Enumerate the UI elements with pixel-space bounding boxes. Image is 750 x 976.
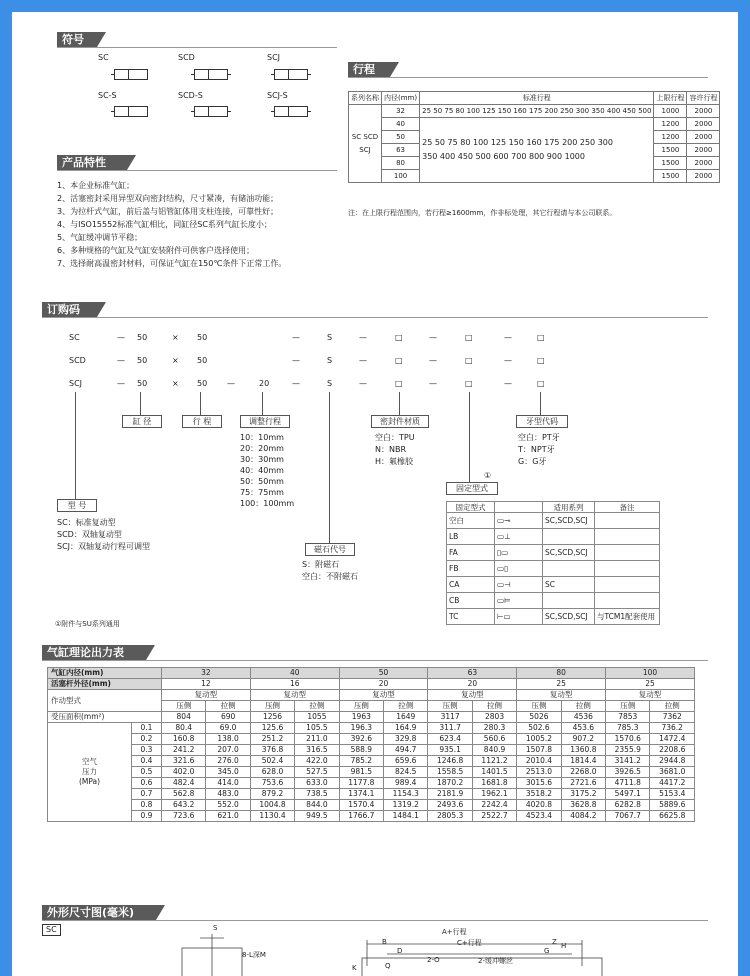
mount-cb-icon: ▭⊨ xyxy=(495,593,543,609)
adjust-stroke-options: 10：10mm 20：20mm 30：30mm 40：40mm 50：50mm 75：75mm 100：100mm xyxy=(240,433,295,508)
output-row xyxy=(48,745,695,756)
force-value: 502.4 xyxy=(250,756,294,767)
force-value: 329.8 xyxy=(384,734,428,745)
pressure-label: 空气 压力 (MPa) xyxy=(48,723,132,822)
output-row xyxy=(48,811,695,822)
force-value: 560.6 xyxy=(472,734,516,745)
pressure-value: 0.7 xyxy=(132,789,162,800)
force-value: 5497.1 xyxy=(606,789,650,800)
mount-lb-icon: ▭⊥ xyxy=(495,529,543,545)
force-value: 1246.8 xyxy=(428,756,472,767)
force-value: 2805.3 xyxy=(428,811,472,822)
force-value: 1570.6 xyxy=(606,734,650,745)
output-table: 气缸内径(mm) 32 40 50 63 80 100 活塞杆外径(mm) 12 16 20 20 25 25 作动型式 复动型 复动型 复动型 复动型 复动型 复动型 压侧 拉侧 压侧 拉侧 压侧 拉侧 压侧 拉侧 压侧 拉侧 压侧 拉侧 受压面积(mm²) 804 690 1256 1055 1963 1649 3117 2803 5026 4536 7853 7362 空气 压力 (MPa) 0.1 80.4 69.0 125.6 105.5 196.3 164.9 311.7 280.3 502.6 453.6 785.3 736.2 0.2 160.8 138.0 251.2 211.0 392.6 329.8 623.4 560.6 1005.2 907.2 1570.6 1472.4 0.3 241.2 207.0 376.8 316.5 588.9 494.7 935.1 840.9 1507.8 1360.8 2355.9 2208.6 0.4 321.6 276.0 502.4 422.0 785.2 659.6 1246.8 1121.2 2010.4 1814.4 3141.2 2944.8 0.5 402.0 345.0 628.0 527.5 981.5 824.5 1558.5 1401.5 2513.0 2268.0 3926.5 3681.0 0.6 482.4 414.0 753.6 633.0 1177.8 989.4 1870.2 1681.8 3015.6 2721.6 4711.8 4417.2 0.7 562.8 483.0 879.2 738.5 1374.1 1154.3 2181.9 1962.1 3518.2 3175.2 5497.1 5153.4 0.8 643.2 552.0 1004.8 844.0 1570.4 1319.2 2493.6 2242.4 4020.8 3628.8 6282.8 5889.6 0.9 723.6 621.0 1130.4 949.5 1766.7 1484.1 2805.3 2522.7 4523.4 4084.2 7067.7 6625.8 xyxy=(47,667,695,822)
pressure-value: 0.1 xyxy=(132,723,162,734)
force-value: 907.2 xyxy=(561,734,605,745)
pressure-value: 0.4 xyxy=(132,756,162,767)
force-value: 321.6 xyxy=(162,756,206,767)
symbol-label-scj: SCJ xyxy=(267,53,281,62)
cylinder-symbol-icon xyxy=(194,69,228,80)
model-options: SC：标准复动型 SCD：双轴复动型 SCJ：双轴复动行程可调型 xyxy=(57,518,151,551)
stroke-table: 系列名称 内径(mm) 标准行程 上限行程 容许行程 SC SCD SCJ 32 25 50 75 80 100 125 150 160 175 200 250 300 350 400 450 500 1000 2000 40 25 50 75 80 100 125 150 160 175 200 250 300 350 400 450 500 600 700 800 900 1000 1200 2000 50 1200 2000 63 1500 2000 80 1500 2000 100 1500 2000 xyxy=(348,91,720,183)
force-value: 588.9 xyxy=(339,745,383,756)
force-value: 211.0 xyxy=(295,734,339,745)
force-value: 483.0 xyxy=(206,789,250,800)
section-header-order-code: 订购码 xyxy=(42,302,97,317)
force-value: 276.0 xyxy=(206,756,250,767)
force-value: 2010.4 xyxy=(517,756,561,767)
force-value: 402.0 xyxy=(162,767,206,778)
force-value: 659.6 xyxy=(384,756,428,767)
pressure-value: 0.5 xyxy=(132,767,162,778)
mount-basic-icon: ▭⊸ xyxy=(495,513,543,529)
label-bore: 缸 径 xyxy=(122,415,162,428)
force-value: 207.0 xyxy=(206,745,250,756)
force-value: 4020.8 xyxy=(517,800,561,811)
force-value: 1472.4 xyxy=(650,734,695,745)
force-value: 241.2 xyxy=(162,745,206,756)
output-row xyxy=(48,778,695,789)
force-value: 643.2 xyxy=(162,800,206,811)
section-header-dimensions: 外形尺寸图(毫米) xyxy=(42,905,156,920)
thread-options: 空白：PT牙 T：NPT牙 G：G牙 xyxy=(518,433,560,466)
force-value: 1360.8 xyxy=(561,745,605,756)
label-magnet-code: 磁石代号 xyxy=(305,543,355,556)
mount-fb-icon: ▭▯ xyxy=(495,561,543,577)
force-value: 1319.2 xyxy=(384,800,428,811)
force-value: 5889.6 xyxy=(650,800,695,811)
cylinder-symbol-icon xyxy=(194,106,228,117)
force-value: 981.5 xyxy=(339,767,383,778)
force-value: 414.0 xyxy=(206,778,250,789)
force-value: 345.0 xyxy=(206,767,250,778)
force-value: 844.0 xyxy=(295,800,339,811)
force-value: 738.5 xyxy=(295,789,339,800)
force-value: 6282.8 xyxy=(606,800,650,811)
output-row xyxy=(48,800,695,811)
section-header-features: 产品特性 xyxy=(57,155,127,170)
mount-fa-icon: ▯▭ xyxy=(495,545,543,561)
cylinder-symbol-icon xyxy=(114,69,148,80)
force-value: 2944.8 xyxy=(650,756,695,767)
order-footnote: ①附件与SU系列通用 xyxy=(55,620,120,628)
force-value: 453.6 xyxy=(561,723,605,734)
force-value: 3926.5 xyxy=(606,767,650,778)
force-value: 2242.4 xyxy=(472,800,516,811)
force-value: 723.6 xyxy=(162,811,206,822)
force-value: 1177.8 xyxy=(339,778,383,789)
output-row xyxy=(48,723,695,734)
force-value: 621.0 xyxy=(206,811,250,822)
force-value: 125.6 xyxy=(250,723,294,734)
force-value: 1005.2 xyxy=(517,734,561,745)
force-value: 4084.2 xyxy=(561,811,605,822)
label-seal-material: 密封件材质 xyxy=(371,415,429,428)
force-value: 2721.6 xyxy=(561,778,605,789)
force-value: 1507.8 xyxy=(517,745,561,756)
label-thread-code: 牙型代码 xyxy=(516,415,568,428)
force-value: 562.8 xyxy=(162,789,206,800)
force-value: 989.4 xyxy=(384,778,428,789)
force-value: 949.5 xyxy=(295,811,339,822)
catalog-sheet: 符号 SC SCD SCJ SC-S SCD-S SCJ-S 产品特性 1、本企业标准气缸； 2、活塞密封采用异型双向密封结构，尺寸紧凑，有储油功能； 3、为拉杆式气缸，前后盖与铝管缸体用支柱连接，可靠性好； 4、与ISO15552标准气缸相比，同缸径SC系列气缸长度小； 5、气缸缓冲调节平稳； 6、多种规格的气缸及气缸安装附件可供客户选择使用； 7、选择耐高温密封材料，可保证气缸在150℃条件下正常工作。 行程 系列名称 内径(mm) 标准行程 上限行程 容许行程 SC SCD SCJ 32 25 50 75 80 100 125 150 160 175 200 250 300 350 400 450 500 1000 2000 40 25 50 75 80 100 125 150 160 175 200 250 300 350 400 450 500 600 700 800 900 1000 1200 2000 50 1200 2000 63 1500 2000 80 1500 2000 100 1500 2000 注：在上限行程范围内，若行程≥1600mm，作非标处理，其它行程请与本公司联系。 订购码 SC — 50 × 50 — S — □ — □ — □ SCD — 50 × 50 — S — □ — □ — □ SCJ — 50 × 50 — 20 — S — □ — □ — □ 缸 径 行 程 调整行程 10：10mm 20：20mm 30：30mm 40：40mm 50：50mm 75：75mm 100：100mm 密封件材质 空白：TPU N：NBR H：氟橡胶 牙型代码 空白：PT牙 T：NPT牙 G：G牙 型 号 SC：标准复动型 SCD：双轴复动型 SCJ：双轴复动行程可调型 磁石代号 S：附磁石 空白：不附磁石 ① 固定型式 固定型式 适用系列 备注 空白 ▭⊸ SC,SCD,SCJ LB ▭⊥ FA ▯▭ SC,SCD,SCJ FB ▭▯ CA ▭⊣ SC CB ▭⊨ TC ⊢▭ SC,SCD,SCJ 与TCM1配套使用 ①附件与SU系列通用 气缸理论出力表 气缸内径(mm) 32 40 50 63 80 100 活塞杆外径(mm) 12 16 20 20 25 25 作动型式 复动型 复动型 复动型 复动型 复动型 复动型 压侧 拉侧 压侧 拉侧 压侧 拉侧 压侧 拉侧 压侧 拉侧 压侧 拉侧 受压面积(mm²) 804 690 1256 1055 1963 1649 3117 2803 5026 4536 7853 7362 空气 压力 (MPa) 0.1 80.4 69.0 125.6 105.5 196.3 164.9 311.7 280.3 502.6 453.6 785.3 736.2 0.2 160.8 138.0 251.2 211.0 392.6 329.8 623.4 560.6 1005.2 907.2 1570.6 1472.4 0.3 241.2 207.0 376.8 316.5 588.9 494.7 935.1 840.9 1507.8 1360.8 2355.9 2208.6 0.4 321.6 276.0 502.4 422.0 785.2 659.6 1246.8 1121.2 2010.4 1814.4 3141.2 2944.8 0.5 402.0 345.0 628.0 527.5 981.5 824.5 1558.5 1401.5 2513.0 2268.0 3926.5 3681.0 0.6 482.4 414.0 753.6 633.0 1177.8 989.4 1870.2 1681.8 3015.6 2721.6 4711.8 4417.2 0.7 562.8 483.0 879.2 738.5 1374.1 1154.3 2181.9 1962.1 3518.2 3175.2 5497.1 5153.4 0.8 643.2 552.0 1004.8 844.0 1570.4 1319.2 2493.6 2242.4 4020.8 3628.8 6282.8 5889.6 0.9 723.6 621.0 1130.4 949.5 1766.7 1484.1 2805.3 2522.7 4523.4 4084.2 7067.7 6625.8 外形尺寸图(毫米) SC S 8-L深M A+行程 C+行程 B D Z H G 2-O 2-缓冲螺丝 Q K xyxy=(12,12,738,976)
force-value: 311.7 xyxy=(428,723,472,734)
force-value: 623.4 xyxy=(428,734,472,745)
cylinder-symbol-icon xyxy=(274,69,308,80)
force-value: 2522.7 xyxy=(472,811,516,822)
force-value: 3628.8 xyxy=(561,800,605,811)
force-value: 1870.2 xyxy=(428,778,472,789)
force-value: 1570.4 xyxy=(339,800,383,811)
force-value: 1814.4 xyxy=(561,756,605,767)
section-header-symbols: 符号 xyxy=(57,32,97,47)
force-value: 824.5 xyxy=(384,767,428,778)
section-header-stroke: 行程 xyxy=(348,62,390,77)
force-value: 3681.0 xyxy=(650,767,695,778)
force-value: 138.0 xyxy=(206,734,250,745)
force-value: 1558.5 xyxy=(428,767,472,778)
label-model: 型 号 xyxy=(57,499,97,512)
pressure-value: 0.8 xyxy=(132,800,162,811)
symbol-label-scd-s: SCD-S xyxy=(178,91,203,100)
section-header-output: 气缸理论出力表 xyxy=(42,645,146,660)
force-value: 1004.8 xyxy=(250,800,294,811)
force-value: 879.2 xyxy=(250,789,294,800)
force-value: 2493.6 xyxy=(428,800,472,811)
force-value: 935.1 xyxy=(428,745,472,756)
force-value: 196.3 xyxy=(339,723,383,734)
force-value: 5153.4 xyxy=(650,789,695,800)
mount-mark: ① xyxy=(484,471,492,480)
force-value: 251.2 xyxy=(250,734,294,745)
force-value: 1681.8 xyxy=(472,778,516,789)
force-value: 1484.1 xyxy=(384,811,428,822)
force-value: 1401.5 xyxy=(472,767,516,778)
force-value: 552.0 xyxy=(206,800,250,811)
features-list: 1、本企业标准气缸； 2、活塞密封采用异型双向密封结构，尺寸紧凑，有储油功能； 3、为拉杆式气缸，前后盖与铝管缸体用支柱连接，可靠性好； 4、与ISO15552标准气缸相比，同缸径SC系列气缸长度小； 5、气缸缓冲调节平稳； 6、多种规格的气缸及气缸安装附件可供客户选择使用； 7、选择耐高温密封材料，可保证气缸在150℃条件下正常工作。 xyxy=(57,181,287,268)
cylinder-symbol-icon xyxy=(274,106,308,117)
force-value: 3141.2 xyxy=(606,756,650,767)
force-value: 3518.2 xyxy=(517,789,561,800)
symbol-label-sc: SC xyxy=(98,53,109,62)
force-value: 633.0 xyxy=(295,778,339,789)
force-value: 164.9 xyxy=(384,723,428,734)
force-value: 753.6 xyxy=(250,778,294,789)
force-value: 7067.7 xyxy=(606,811,650,822)
force-value: 1130.4 xyxy=(250,811,294,822)
mount-tc-icon: ⊢▭ xyxy=(495,609,543,625)
label-stroke: 行 程 xyxy=(182,415,222,428)
force-value: 1962.1 xyxy=(472,789,516,800)
output-row xyxy=(48,767,695,778)
pressure-value: 0.2 xyxy=(132,734,162,745)
force-value: 80.4 xyxy=(162,723,206,734)
force-value: 527.5 xyxy=(295,767,339,778)
symbol-label-scj-s: SCJ-S xyxy=(267,91,288,100)
force-value: 785.3 xyxy=(606,723,650,734)
force-value: 628.0 xyxy=(250,767,294,778)
force-value: 316.5 xyxy=(295,745,339,756)
force-value: 392.6 xyxy=(339,734,383,745)
force-value: 160.8 xyxy=(162,734,206,745)
force-value: 482.4 xyxy=(162,778,206,789)
force-value: 2268.0 xyxy=(561,767,605,778)
force-value: 736.2 xyxy=(650,723,695,734)
force-value: 2355.9 xyxy=(606,745,650,756)
pressure-value: 0.9 xyxy=(132,811,162,822)
magnet-options: S：附磁石 空白：不附磁石 xyxy=(302,560,358,581)
force-value: 69.0 xyxy=(206,723,250,734)
force-value: 1154.3 xyxy=(384,789,428,800)
mount-ca-icon: ▭⊣ xyxy=(495,577,543,593)
force-value: 376.8 xyxy=(250,745,294,756)
force-value: 422.0 xyxy=(295,756,339,767)
force-value: 3175.2 xyxy=(561,789,605,800)
force-value: 4711.8 xyxy=(606,778,650,789)
output-row xyxy=(48,734,695,745)
force-value: 1374.1 xyxy=(339,789,383,800)
output-row xyxy=(48,756,695,767)
force-value: 2181.9 xyxy=(428,789,472,800)
force-value: 1121.2 xyxy=(472,756,516,767)
force-value: 280.3 xyxy=(472,723,516,734)
force-value: 1766.7 xyxy=(339,811,383,822)
force-value: 840.9 xyxy=(472,745,516,756)
pressure-value: 0.6 xyxy=(132,778,162,789)
label-adjust-stroke: 调整行程 xyxy=(240,415,290,428)
force-value: 785.2 xyxy=(339,756,383,767)
label-mount-type: 固定型式 xyxy=(446,482,498,495)
force-value: 2513.0 xyxy=(517,767,561,778)
force-value: 502.6 xyxy=(517,723,561,734)
symbol-label-scd: SCD xyxy=(178,53,195,62)
cylinder-symbol-icon xyxy=(114,106,148,117)
force-value: 3015.6 xyxy=(517,778,561,789)
force-value: 4523.4 xyxy=(517,811,561,822)
force-value: 2208.6 xyxy=(650,745,695,756)
seal-options: 空白：TPU N：NBR H：氟橡胶 xyxy=(375,433,415,466)
output-row xyxy=(48,789,695,800)
stroke-note: 注：在上限行程范围内，若行程≥1600mm，作非标处理，其它行程请与本公司联系。 xyxy=(348,209,617,217)
symbol-label-sc-s: SC-S xyxy=(98,91,117,100)
force-value: 6625.8 xyxy=(650,811,695,822)
pressure-value: 0.3 xyxy=(132,745,162,756)
model-tag: SC xyxy=(42,924,61,936)
mount-table: 固定型式 适用系列 备注 空白 ▭⊸ SC,SCD,SCJ LB ▭⊥ FA ▯▭ SC,SCD,SCJ FB ▭▯ CA ▭⊣ SC CB ▭⊨ TC ⊢▭ SC,SCD,SCJ 与TCM1配套使用 xyxy=(446,501,660,625)
force-value: 494.7 xyxy=(384,745,428,756)
force-value: 4417.2 xyxy=(650,778,695,789)
force-value: 105.5 xyxy=(295,723,339,734)
